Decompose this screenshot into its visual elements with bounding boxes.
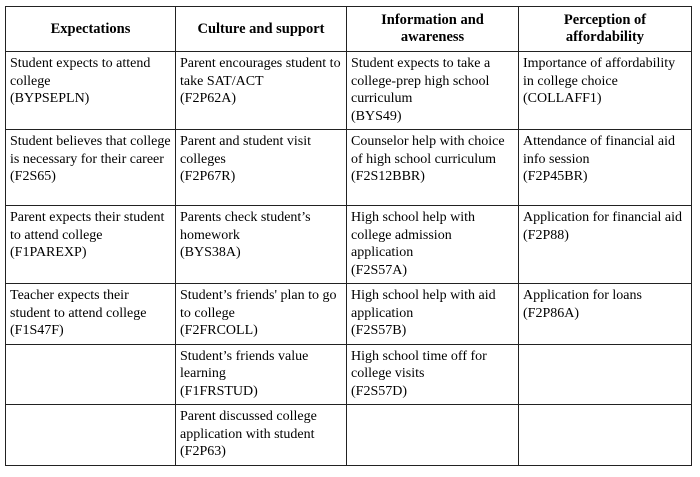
table-cell-empty	[6, 405, 176, 466]
cell-code: (F1PAREXP)	[10, 245, 87, 260]
cell-code: (F2S12BBR)	[351, 169, 425, 184]
header-expectations: Expectations	[6, 7, 176, 52]
cell-code: (F2P62A)	[180, 91, 237, 106]
table-cell-empty	[519, 405, 692, 466]
cell-text: High school help with college admission application	[351, 210, 476, 260]
cell-text: Parent discussed college application with student	[180, 409, 317, 442]
cell-text: Student expects to attend college	[10, 56, 151, 89]
table-cell	[176, 284, 347, 345]
cell-text: Parent and student visit colleges	[180, 134, 312, 167]
cell-code: (F2P63)	[180, 444, 226, 459]
cell-code: (F1FRSTUD)	[180, 383, 258, 399]
table-cell	[176, 344, 347, 405]
header-culture-and-support: Culture and support	[176, 7, 347, 52]
table-cell	[347, 130, 519, 206]
cell-code: (BYS49)	[351, 108, 402, 124]
table-cell	[347, 206, 519, 284]
cell-code: (F2S57A)	[351, 262, 408, 278]
cell-text: Application for loans	[523, 288, 642, 303]
table-cell	[347, 284, 519, 345]
table-cell	[6, 130, 176, 206]
cell-text: High school help with aid application	[351, 288, 496, 321]
table-cell	[176, 130, 347, 206]
table-cell	[347, 344, 519, 405]
variables-table	[5, 6, 692, 466]
header-perception-of-affordability: Perception of affordability	[519, 7, 692, 52]
cell-code: (F2FRCOLL)	[180, 323, 258, 338]
table-row	[6, 284, 692, 345]
cell-code: (F2S57D)	[351, 383, 408, 399]
cell-code: (COLLAFF1)	[523, 91, 602, 106]
cell-text: Parents check student’s homework	[180, 210, 311, 243]
table-row	[6, 130, 692, 206]
table-row	[6, 52, 692, 130]
cell-code: (BYS38A)	[180, 245, 241, 260]
cell-code: (F2P67R)	[180, 169, 236, 184]
cell-text: Parent expects their student to attend college	[10, 210, 165, 243]
cell-code: (F2S65)	[10, 169, 56, 184]
table-header	[6, 7, 692, 52]
header-information-and-awareness: Information and awareness	[347, 7, 519, 52]
cell-text: Student believes that college is necessary for their career	[10, 134, 171, 167]
table-row	[6, 206, 692, 284]
cell-text: High school time off for college visits	[351, 348, 487, 381]
table-cell	[519, 130, 692, 206]
table-cell	[176, 206, 347, 284]
cell-code: (BYPSEPLN)	[10, 91, 90, 106]
table-row	[6, 405, 692, 466]
cell-text: Counselor help with choice of high school curriculum	[351, 134, 505, 167]
table-cell	[176, 405, 347, 466]
cell-code: (F1S47F)	[10, 323, 64, 338]
cell-text: Student’s friends value learning	[180, 348, 309, 381]
table-cell-empty	[6, 344, 176, 405]
cell-code: (F2P45BR)	[523, 169, 588, 184]
table-cell-empty	[347, 405, 519, 466]
cell-text: Application for financial aid	[523, 210, 682, 225]
table-cell	[176, 52, 347, 130]
cell-text: Attendance of financial aid info session	[523, 134, 675, 167]
cell-code: (F2P86A)	[523, 305, 580, 321]
cell-text: Student’s friends' plan to go to college	[180, 288, 337, 321]
cell-text: Teacher expects their student to attend college	[10, 288, 147, 321]
cell-code: (F2S57B)	[351, 323, 407, 338]
cell-text: Student expects to take a college-prep high school curriculum	[351, 56, 491, 106]
table-cell-empty	[519, 344, 692, 405]
header-row	[6, 7, 692, 52]
variables-table-container	[5, 6, 691, 466]
table-body	[6, 52, 692, 466]
table-cell	[347, 52, 519, 130]
table-row	[6, 344, 692, 405]
table-cell	[519, 284, 692, 345]
table-cell	[519, 206, 692, 284]
table-cell	[519, 52, 692, 130]
cell-code: (F2P88)	[523, 227, 569, 243]
table-cell	[6, 284, 176, 345]
cell-text: Parent encourages student to take SAT/ACT	[180, 56, 341, 89]
cell-text: Importance of affordability in college choice	[523, 56, 676, 89]
table-cell	[6, 206, 176, 284]
table-cell	[6, 52, 176, 130]
